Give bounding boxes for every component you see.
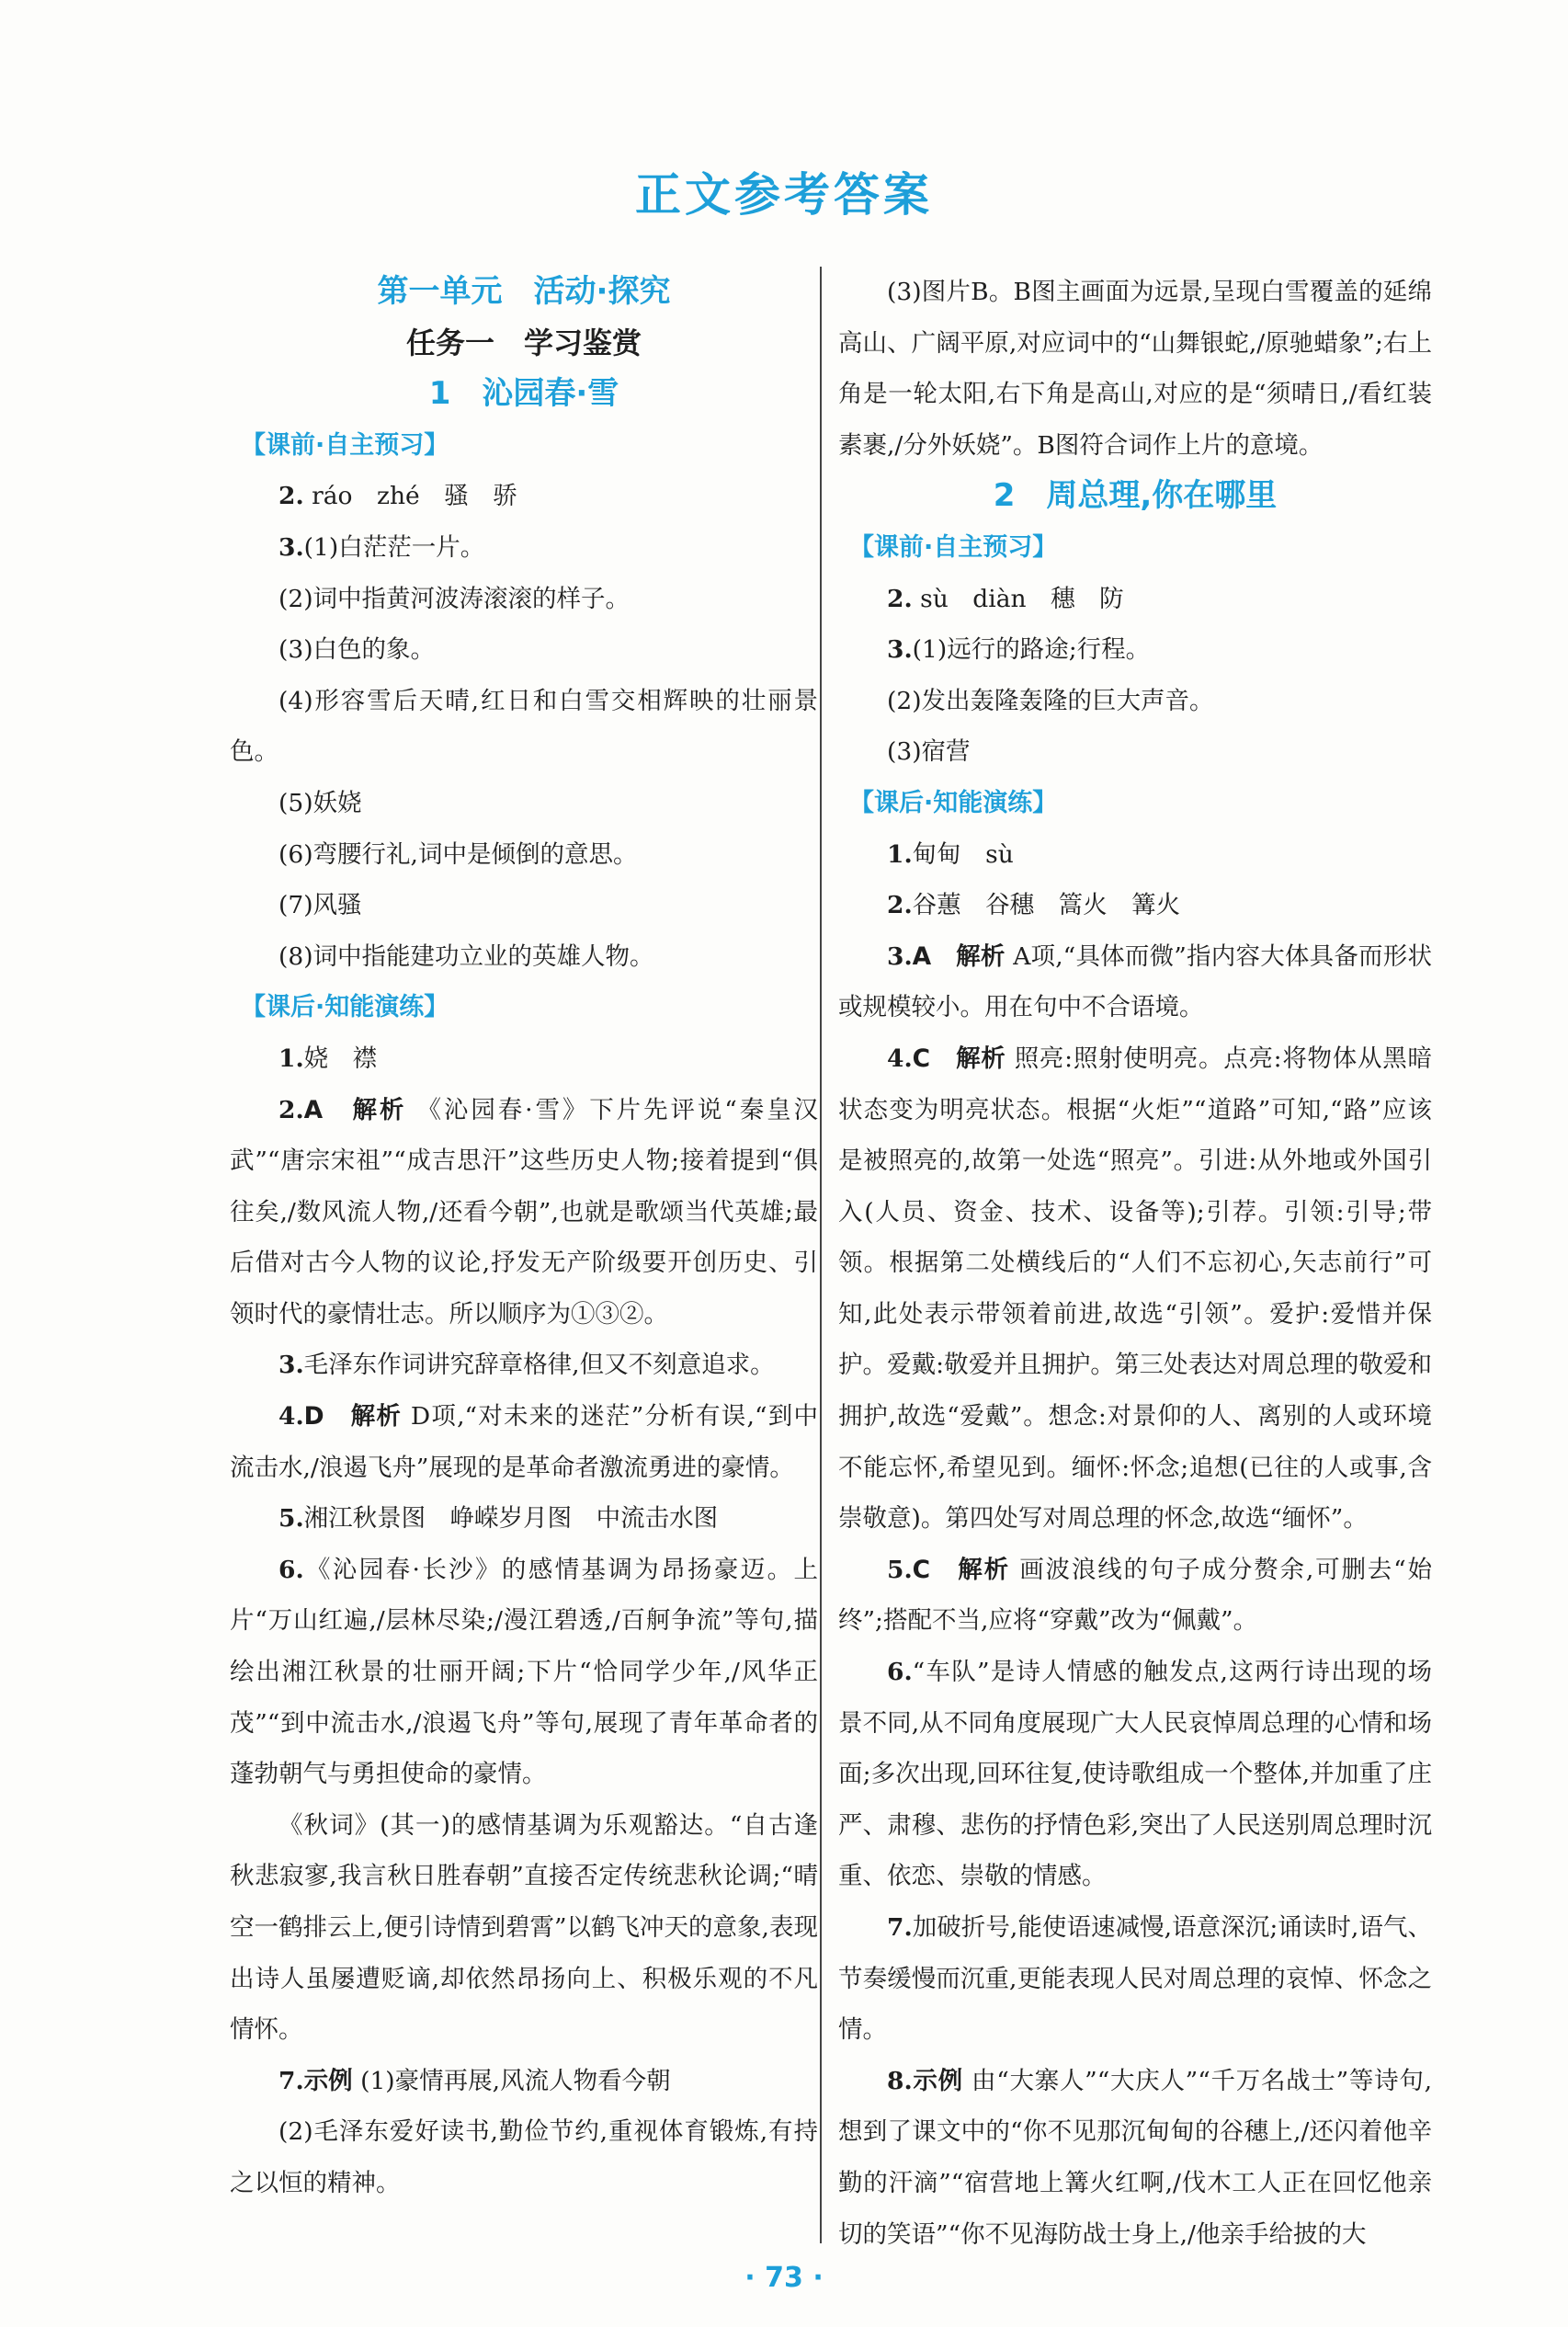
answer-paragraph <box>230 1391 818 1493</box>
answer-number: 5. <box>887 1555 913 1584</box>
preview-answers <box>230 471 818 982</box>
answer-text: A项,“具体而微”指内容大体具备而形状或规模较小。用在句中不合语境。 <box>838 941 1432 1022</box>
answer-key: C 解析 <box>912 1555 1010 1584</box>
answer-paragraph <box>230 829 818 881</box>
answer-text: 《秋词》(其一)的感情基调为乐观豁达。“自古逢秋悲寂寥,我言秋日胜春朝”直接否定传统悲秋论调;“晴空一鹤排云上,便引诗情到碧霄”以鹤飞冲天的意象,表现出诗人虽屡遭贬谪,却依然昂扬向上、积极乐观的不凡情怀。 <box>230 1810 818 2045</box>
answer-number: 2. <box>278 1095 304 1124</box>
lesson-title: 2 周总理,你在哪里 <box>993 477 1278 515</box>
answer-paragraph <box>230 880 818 931</box>
answer-text: 照亮:照射使明亮。点亮:将物体从黑暗状态变为明亮状态。根据“火炬”“道路”可知,“路”应该是被照亮的,故第一处选“照亮”。引进:从外地或外国引入(人员、资金、技术、设备等);引荐。引领:引导;带领。根据第二处横线后的“人们不忘初心,矢志前行”可知,此处表示带领着前进,故选“引领”。爱护:爱惜并保护。爱戴:敬爱并且拥护。第三处表达对周总理的敬爱和拥护,故选“爱戴”。想念:对景仰的人、离别的人或环境不能忘怀,希望见到。缅怀:怀念;追想(已往的人或事,含崇敬意)。第四处写对周总理的怀念,故选“缅怀”。 <box>838 1044 1432 1534</box>
answer-text: (1)白茫茫一片。 <box>303 532 485 562</box>
right-column <box>838 267 1432 2260</box>
answer-number: 5. <box>278 1504 304 1534</box>
answer-paragraph <box>230 2056 818 2107</box>
column-divider <box>820 267 822 2243</box>
answer-paragraph <box>838 880 1432 931</box>
answer-number: 2. <box>887 891 913 920</box>
answer-paragraph <box>838 1902 1432 2056</box>
section-heading-practice: 【课后·知能演练】 <box>241 993 449 1022</box>
answer-paragraph <box>230 624 818 676</box>
answer-number: 6. <box>887 1658 913 1687</box>
answer-paragraph <box>230 1340 818 1391</box>
answer-text: 湘江秋景图 峥嵘岁月图 中流击水图 <box>303 1504 719 1534</box>
answer-number: 4. <box>887 1044 913 1073</box>
answer-number: 3. <box>887 635 913 665</box>
answer-paragraph <box>838 1545 1432 1647</box>
answer-paragraph <box>230 1033 818 1085</box>
answer-number: 7. <box>278 2066 304 2095</box>
answer-text: (7)风骚 <box>278 891 362 920</box>
answer-paragraph <box>838 2056 1432 2260</box>
section-heading-preview: 【课前·自主预习】 <box>849 532 1058 562</box>
answer-number: 1. <box>887 839 913 869</box>
page-number: · 73 · <box>744 2262 824 2294</box>
answer-key: C 解析 <box>912 1044 1006 1073</box>
answer-key: 示例 <box>303 2066 353 2095</box>
answer-paragraph <box>838 1647 1432 1902</box>
answer-text: 加破折号,能使语速减慢,语意深沉;诵读时,语气、节奏缓慢而沉重,更能表现人民对周总理的哀悼、怀念之情。 <box>838 1913 1432 2045</box>
answer-paragraph <box>230 676 818 778</box>
answer-text: (2)毛泽东爱好读书,勤俭节约,重视体育锻炼,有持之以恒的精神。 <box>230 2117 818 2197</box>
answer-paragraph <box>230 1545 818 1800</box>
answer-text: 娆 襟 <box>303 1044 378 1073</box>
lesson-title: 1 沁园春·雪 <box>428 375 619 413</box>
answer-paragraph <box>838 624 1432 676</box>
answer-text: sù diàn 穗 防 <box>912 584 1124 613</box>
answer-text: 由“大寨人”“大庆人”“千万名战士”等诗句,想到了课文中的“你不见那沉甸甸的谷穗上,/还闪着他辛勤的汗滴”“宿营地上篝火红啊,/伐木工人正在回忆他亲切的笑语”“你不见海防战士身上,/他亲手给披的大 <box>838 2066 1432 2249</box>
answer-number: 3. <box>278 532 304 562</box>
answer-number: 4. <box>278 1402 304 1432</box>
answer-paragraph <box>230 1085 818 1340</box>
answer-paragraph <box>838 267 1432 471</box>
answer-number: 6. <box>278 1555 304 1584</box>
answer-text: (1)远行的路途;行程。 <box>912 635 1151 665</box>
answer-key: 示例 <box>912 2066 963 2095</box>
answer-text: (1)豪情再展,风流人物看今朝 <box>360 2066 671 2095</box>
answer-number: 2. <box>278 482 304 511</box>
answer-text: (3)宿营 <box>887 737 971 767</box>
answer-paragraph <box>230 1493 818 1545</box>
answer-paragraph <box>838 1033 1432 1545</box>
answer-text: (8)词中指能建功立业的英雄人物。 <box>278 941 654 971</box>
practice-answers <box>230 1033 818 2209</box>
unit-title: 第一单元 活动·探究 <box>377 273 671 310</box>
preview-answers <box>838 574 1432 778</box>
answer-text: (2)词中指黄河波涛滚滚的样子。 <box>278 584 631 613</box>
answer-paragraph <box>230 931 818 983</box>
answer-key: D 解析 <box>303 1402 403 1432</box>
answer-text: (5)妖娆 <box>278 788 362 817</box>
answer-paragraph <box>230 522 818 574</box>
answer-paragraph <box>230 574 818 625</box>
answer-number: 3. <box>278 1351 304 1380</box>
answer-paragraph <box>230 778 818 829</box>
continued-answers <box>838 267 1432 471</box>
answer-paragraph <box>838 829 1432 881</box>
answer-text: ráo zhé 骚 骄 <box>303 482 517 511</box>
answer-text: 毛泽东作词讲究辞章格律,但又不刻意追求。 <box>303 1351 775 1380</box>
answer-number: 3. <box>887 941 913 971</box>
section-heading-practice: 【课后·知能演练】 <box>849 788 1058 817</box>
page-title: 正文参考答案 <box>635 168 933 222</box>
answer-key: A 解析 <box>303 1095 407 1124</box>
answer-number: 7. <box>887 1913 913 1942</box>
answer-number: 8. <box>887 2066 913 2095</box>
answer-text: 谷蕙 谷穗 篙火 篝火 <box>912 891 1181 920</box>
left-column <box>230 267 818 2209</box>
answer-text: (3)图片B。B图主画面为远景,呈现白雪覆盖的延绵高山、广阔平原,对应词中的“山舞银蛇,/原驰蜡象”;右上角是一轮太阳,右下角是高山,对应的是“须晴日,/看红装素裹,/分外妖娆”。B图符合词作上片的意境。 <box>838 278 1432 460</box>
answer-text: 《沁园春·长沙》的感情基调为昂扬豪迈。上片“万山红遍,/层林尽染;/漫江碧透,/百舸争流”等句,描绘出湘江秋景的壮丽开阔;下片“恰同学少年,/风华正茂”“到中流击水,/浪遏飞舟”等句,展现了青年革命者的蓬勃朝气与勇担使命的豪情。 <box>230 1555 818 1789</box>
answer-paragraph <box>838 676 1432 727</box>
answer-paragraph <box>230 2106 818 2208</box>
answer-text: (2)发出轰隆轰隆的巨大声音。 <box>887 686 1214 715</box>
answer-text: 《沁园春·雪》下片先评说“秦皇汉武”“唐宗宋祖”“成吉思汗”这些历史人物;接着提到“俱往矣,/数风流人物,/还看今朝”,也就是歌颂当代英雄;最后借对古今人物的议论,抒发无产阶级要开创历史、引领时代的豪情壮志。所以顺序为①③②。 <box>230 1095 818 1329</box>
answer-number: 1. <box>278 1044 304 1073</box>
task-title: 任务一 学习鉴赏 <box>405 325 642 360</box>
answer-paragraph <box>230 471 818 522</box>
answer-paragraph <box>230 1800 818 2056</box>
answer-number: 2. <box>887 584 913 613</box>
answer-text: 甸甸 sù <box>912 839 1014 869</box>
answer-text: (3)白色的象。 <box>278 635 436 665</box>
answer-text: D项,“对未来的迷茫”分析有误,“到中流击水,/浪遏飞舟”展现的是革命者激流勇进的豪情。 <box>230 1402 818 1482</box>
answer-text: 画波浪线的句子成分赘余,可删去“始终”;搭配不当,应将“穿戴”改为“佩戴”。 <box>838 1555 1432 1636</box>
answer-paragraph <box>838 931 1432 1033</box>
answer-key: A 解析 <box>912 941 1006 971</box>
answer-text: (4)形容雪后天晴,红日和白雪交相辉映的壮丽景色。 <box>230 686 818 767</box>
answer-text: “车队”是诗人情感的触发点,这两行诗出现的场景不同,从不同角度展现广大人民哀悼周总理的心情和场面;多次出现,回环往复,使诗歌组成一个整体,并加重了庄严、肃穆、悲伤的抒情色彩,突出了人民送别周总理时沉重、依恋、崇敬的情感。 <box>838 1658 1432 1891</box>
answer-paragraph <box>838 726 1432 778</box>
answer-paragraph <box>838 574 1432 625</box>
answer-text: (6)弯腰行礼,词中是倾倒的意思。 <box>278 839 638 869</box>
section-heading-preview: 【课前·自主预习】 <box>241 430 449 460</box>
practice-answers <box>838 829 1432 2261</box>
